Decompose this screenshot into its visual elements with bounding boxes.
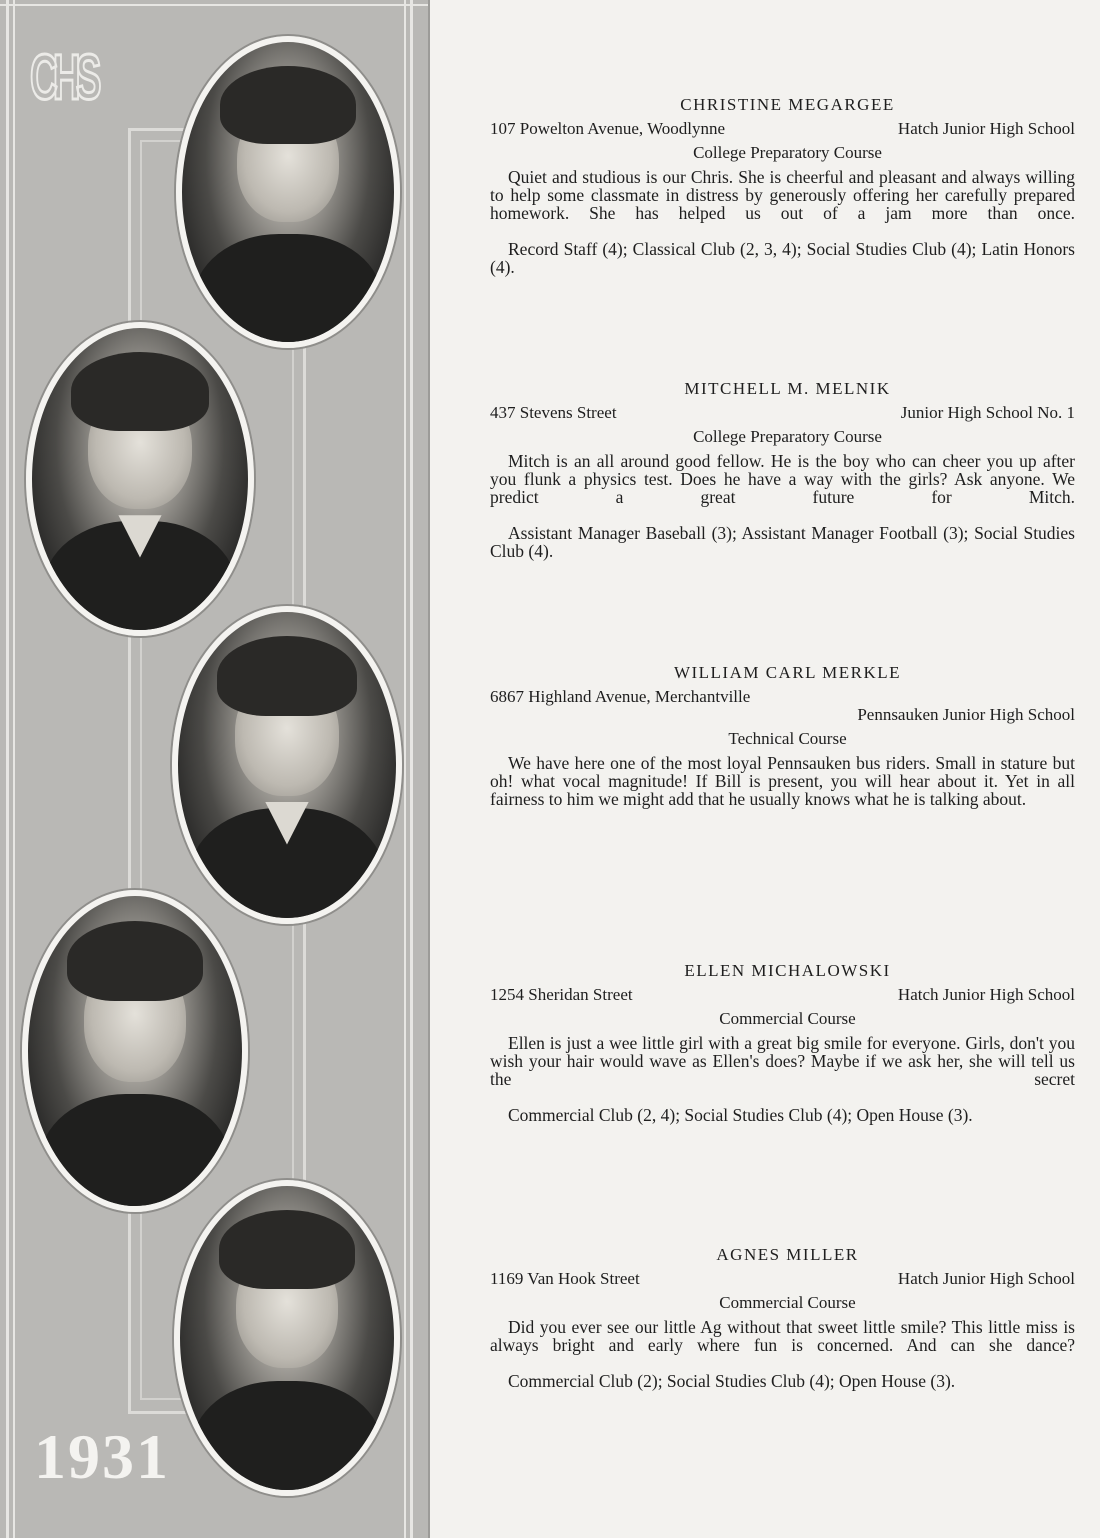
student-activities: Commercial Club (2, 4); Social Studies Club (4); Open House (3).: [508, 1105, 973, 1125]
student-entry: [490, 664, 1075, 808]
portrait-photo: [172, 606, 402, 924]
student-address: 107 Powelton Avenue, Woodlynne: [490, 119, 726, 138]
junior-high-school: Pennsauken Junior High School: [857, 705, 1075, 724]
student-name: CHRISTINE MEGARGEE: [680, 95, 895, 114]
student-course: Technical Course: [728, 729, 847, 748]
student-name: ELLEN MICHALOWSKI: [684, 961, 891, 980]
student-course: College Preparatory Course: [693, 143, 882, 162]
address-school-row: [490, 1270, 1075, 1288]
school-monogram-logo: CHS: [30, 41, 97, 113]
student-activities: Assistant Manager Baseball (3); Assistant Manager Football (3); Social Studies Club (4).: [490, 523, 1075, 561]
student-activities: Record Staff (4); Classical Club (2, 3, 4); Social Studies Club (4); Latin Honors (4).: [490, 239, 1075, 277]
junior-high-school: Hatch Junior High School: [897, 985, 1075, 1004]
panel-rule: [13, 0, 15, 1538]
portrait-body: [193, 234, 384, 348]
portrait-body: [191, 1381, 384, 1496]
student-entry: [490, 380, 1075, 560]
portrait-hair: [217, 636, 357, 716]
student-address: 6867 Highland Avenue, Merchantville: [490, 687, 751, 706]
student-address: 1169 Van Hook Street: [490, 1269, 640, 1288]
student-entry: [490, 96, 1075, 276]
student-bio: Ellen is just a wee little girl with a great big smile for everyone. Girls, don't you wish your hair would wave as Ellen's does? Maybe if we ask her, she will tell us the secret: [490, 1033, 1075, 1089]
panel-rule: [6, 0, 9, 1538]
student-bio: Quiet and studious is our Chris. She is cheerful and pleasant and always willing to help some classmate in distress by generously offering her carefully prepared homework. She has helped us out of a jam more than once.: [490, 167, 1075, 223]
class-year: 1931: [34, 1421, 170, 1492]
address-school-row: [490, 986, 1075, 1004]
panel-rule: [410, 0, 413, 1538]
student-entry: [490, 962, 1075, 1124]
decorative-side-panel: [0, 0, 430, 1538]
student-address: 1254 Sheridan Street: [490, 985, 633, 1004]
student-course: College Preparatory Course: [693, 427, 882, 446]
student-bio: Did you ever see our little Ag without that sweet little smile? This little miss is always bright and early where fun is concerned. And can she dance?: [490, 1317, 1075, 1355]
panel-rule: [404, 0, 406, 1538]
student-address: 437 Stevens Street: [490, 403, 617, 422]
junior-high-school: Junior High School No. 1: [900, 403, 1075, 422]
portrait-hair: [71, 352, 209, 431]
junior-high-school: Hatch Junior High School: [897, 1269, 1075, 1288]
student-bio: We have here one of the most loyal Pennsauken bus riders. Small in stature but oh! what vocal magnitude! If Bill is present, you will hear about it. Yet in all fairness to him we might add that he usually knows what he is talking about.: [490, 753, 1075, 809]
address-school-row: [490, 688, 1075, 724]
student-course: Commercial Course: [719, 1293, 856, 1312]
address-school-row: [490, 404, 1075, 422]
address-school-row: [490, 120, 1075, 138]
student-name: AGNES MILLER: [716, 1245, 859, 1264]
junior-high-school: Hatch Junior High School: [897, 119, 1075, 138]
portrait-photo: [26, 322, 254, 636]
portrait-body: [39, 1094, 232, 1212]
student-bio: Mitch is an all around good fellow. He is the boy who can cheer you up after you flunk a physics test. Does he have a way with the girls? Ask anyone. We predict a great future for Mitch.: [490, 451, 1075, 507]
portrait-hair: [67, 921, 204, 1002]
panel-rule: [0, 4, 428, 6]
portrait-hair: [220, 66, 356, 144]
student-activities: Commercial Club (2); Social Studies Club (4); Open House (3).: [508, 1371, 956, 1391]
portrait-hair: [219, 1210, 356, 1289]
portrait-photo: [174, 1180, 400, 1496]
student-course: Commercial Course: [719, 1009, 856, 1028]
student-entry: [490, 1246, 1075, 1390]
student-name: WILLIAM CARL MERKLE: [673, 663, 902, 682]
portrait-photo: [22, 890, 248, 1212]
portrait-photo: [176, 36, 400, 348]
student-name: MITCHELL M. MELNIK: [684, 379, 891, 398]
